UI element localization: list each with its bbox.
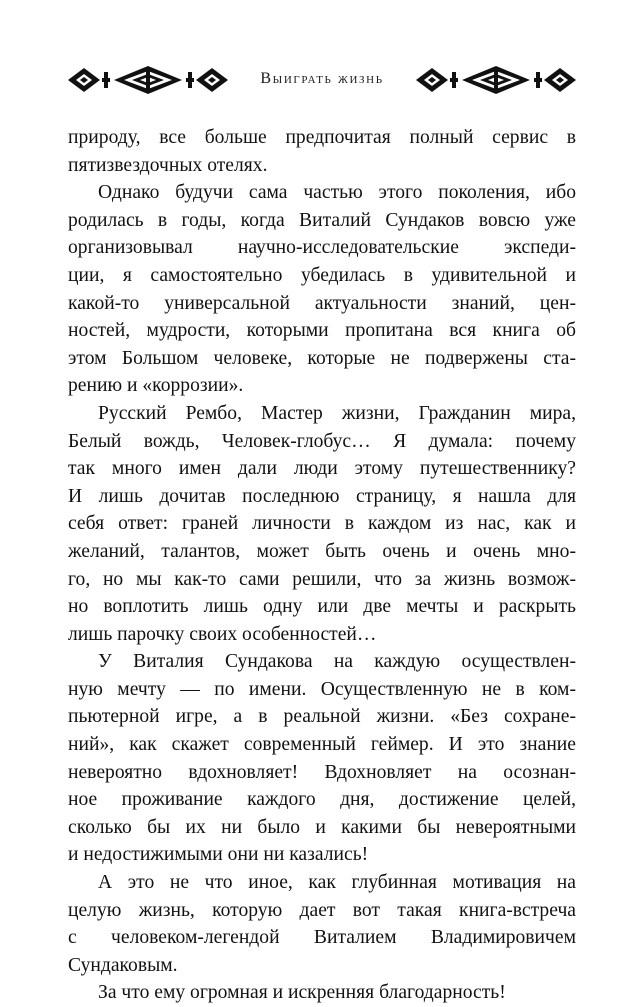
text-line: У Виталия Сундакова на каждую осуществлен- (98, 651, 576, 673)
text-line: ную мечту — по имени. Осуществленную не в ком- (68, 678, 576, 700)
text-line: го, но мы как-то сами решили, что за жизнь возмож- (68, 568, 576, 590)
text-line: ное проживание каждого дня, достижение целей, (68, 789, 576, 811)
running-title: Выиграть жизнь (260, 70, 384, 87)
text-line: ции, я самостоятельно убедилась в удивительной и (68, 264, 576, 286)
text-line: но воплотить лишь одну или две мечты и раскрыть (68, 596, 576, 618)
paragraph (68, 400, 576, 648)
text-line: А это не что иное, как глубинная мотивация на (98, 872, 576, 894)
text-line: ностей, мудрости, которыми пропитана вся книга об (68, 320, 576, 342)
text-line: и недостижимыми они ни казались! (68, 844, 369, 866)
paragraph (68, 179, 576, 400)
text-line: организовывал научно-исследовательские экспеди- (68, 237, 576, 259)
text-line: себя ответ: граней личности в каждом из нас, как и (68, 513, 576, 535)
text-line: какой-то универсальной актуальности знаний, цен- (68, 292, 576, 314)
text-line: родилась в годы, когда Виталий Сундаков вовсю уже (68, 209, 576, 231)
paragraph (68, 979, 576, 1007)
ornament-left-icon (64, 66, 232, 94)
text-line: невероятно вдохновляет! Вдохновляет на осознан- (68, 761, 576, 783)
text-line: И лишь дочитав последнюю страницу, я нашла для (68, 485, 576, 507)
body-text (68, 124, 576, 1007)
text-line: пьютерной игре, а в реальной жизни. «Без сохране- (68, 706, 576, 728)
text-line: этом Большом человеке, которые не подвержены ста- (68, 347, 576, 369)
text-line: Русский Рембо, Мастер жизни, Гражданин мира, (98, 402, 576, 424)
text-line: сколько бы их ни было и какими бы невероятными (68, 816, 576, 838)
text-line: Белый вождь, Человек-глобус… Я думала: почему (68, 430, 576, 452)
text-line: За что ему огромная и искренняя благодарность! (98, 982, 506, 1004)
text-line: Сундаковым. (68, 954, 178, 976)
paragraph (68, 648, 576, 869)
ornament-right-icon (412, 66, 580, 94)
text-line: природу, все больше предпочитая полный сервис в (68, 127, 576, 148)
text-line: пятизвездочных отелях. (68, 154, 268, 176)
text-line: ний», как скажет современный геймер. И это знание (68, 734, 576, 756)
text-line: лишь парочку своих особенностей… (68, 623, 377, 645)
text-line: рению и «коррозии». (68, 375, 244, 397)
text-line: с человеком-легендой Виталием Владимировичем (68, 927, 576, 949)
text-line: желаний, талантов, может быть очень и очень мно- (68, 540, 576, 562)
text-line: Однако будучи сама частью этого поколения, ибо (98, 182, 576, 204)
text-line: целую жизнь, которую дает вот такая книга-встреча (68, 899, 576, 921)
running-header (0, 62, 644, 98)
paragraph (68, 869, 576, 979)
text-line: так много имен дали люди этому путешественнику? (68, 458, 576, 480)
paragraph (68, 124, 576, 179)
